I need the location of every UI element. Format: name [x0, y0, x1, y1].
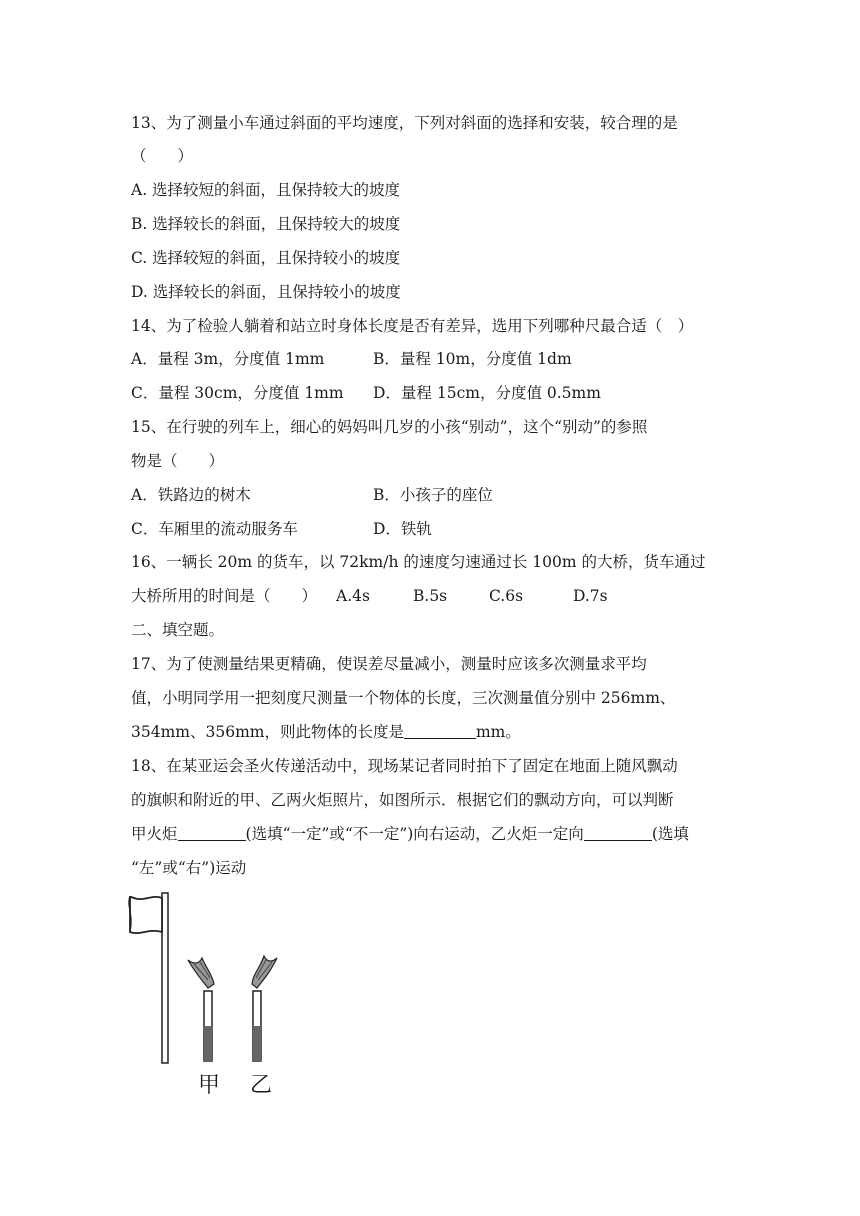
- q13-answer-paren: （ ）: [131, 147, 194, 165]
- q15-option-c: C．车厢里的流动服务车: [131, 520, 298, 538]
- q17-line3: [131, 722, 521, 742]
- q15-option-a: A．铁路边的树木: [131, 486, 251, 504]
- q13-stem: 13、为了测量小车通过斜面的平均速度，下列对斜面的选择和安装，较合理的是: [131, 114, 678, 132]
- q14-option-a: A．量程 3m，分度值 1mm: [131, 350, 325, 368]
- flag-icon: [130, 896, 162, 933]
- q16-stem-text: 大桥所用的时间是（ ）: [131, 587, 318, 605]
- q13-option-d: D. 选择较长的斜面，且保持较小的坡度: [131, 283, 401, 301]
- q18-line3-a: 甲火炬: [131, 825, 178, 843]
- q14-stem: 14、为了检验人躺着和站立时身体长度是否有差异，选用下列哪种尺最合适（ ）: [131, 317, 694, 335]
- torch-yi-label: 乙: [250, 1073, 273, 1098]
- q17-line3-text: 354mm、356mm，则此物体的长度是: [131, 723, 404, 741]
- torch-jia-label: 甲: [198, 1073, 221, 1098]
- section-fill-in-heading: 二、填空题。: [131, 621, 225, 639]
- q16-stem-line1: 16、一辆长 20m 的货车，以 72km/h 的速度匀速通过长 100m 的大桥，货车通过: [131, 553, 706, 571]
- q17-line2: 值，小明同学用一把刻度尺测量一个物体的长度，三次测量值分别中 256mm、: [131, 689, 676, 707]
- q15-option-b: B．小孩子的座位: [373, 486, 493, 504]
- q18-line2: 的旗帜和附近的甲、乙两火炬照片，如图所示．根据它们的飘动方向，可以判断: [131, 791, 674, 809]
- q15-option-d: D．铁轨: [373, 520, 432, 538]
- q18-line3-b: (选填“一定”或“不一定”)向右运动，乙火炬一定向: [245, 825, 584, 843]
- q15-stem-line2: 物是（ ）: [131, 452, 225, 470]
- q16-option-a: A.4s: [336, 587, 370, 605]
- q16-option-d: D.7s: [573, 587, 608, 605]
- q15-stem-line1: 15、在行驶的列车上，细心的妈妈叫几岁的小孩“别动”，这个“别动”的参照: [131, 418, 648, 436]
- q16-stem-line2: [131, 586, 608, 606]
- q18-line4: “左”或“右”)运动: [131, 859, 247, 877]
- q16-option-b: B.5s: [413, 587, 448, 605]
- torch-jia-icon: [188, 958, 214, 1061]
- q16-option-c: C.6s: [489, 587, 524, 605]
- q17-answer-blank[interactable]: [404, 723, 476, 739]
- q18-answer-blank-1[interactable]: [178, 825, 246, 841]
- q13-option-b: B. 选择较长的斜面，且保持较大的坡度: [131, 215, 401, 233]
- q14-option-b: B．量程 10m，分度值 1dm: [373, 350, 572, 368]
- q14-option-d: D．量程 15cm，分度值 0.5mm: [373, 384, 601, 402]
- q18-line1: 18、在某亚运会圣火传递活动中，现场某记者同时拍下了固定在地面上随风飘动: [131, 757, 678, 775]
- q18-line3: [131, 824, 689, 844]
- q17-unit: mm。: [475, 723, 521, 741]
- flag-torch-drawing: [122, 888, 302, 1068]
- q18-line3-c: (选填: [651, 825, 689, 843]
- torch-yi-icon: [252, 956, 277, 1061]
- q13-option-c: C. 选择较短的斜面，且保持较小的坡度: [131, 249, 401, 267]
- q17-line1: 17、为了使测量结果更精确，使误差尽量减小，测量时应该多次测量求平均: [131, 655, 647, 673]
- flag-torch-figure: [122, 888, 302, 1108]
- q18-answer-blank-2[interactable]: [584, 825, 652, 841]
- q14-option-c: C．量程 30cm，分度值 1mm: [131, 384, 344, 402]
- q13-option-a: A. 选择较短的斜面，且保持较大的坡度: [131, 181, 401, 199]
